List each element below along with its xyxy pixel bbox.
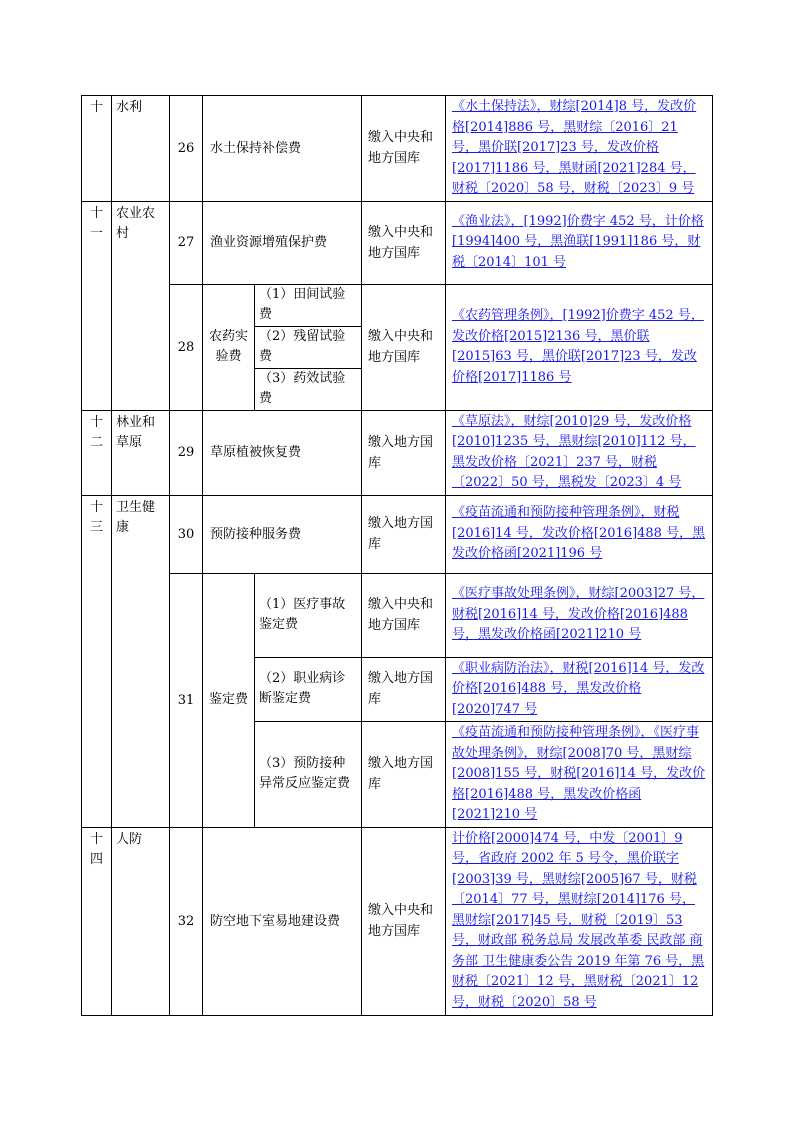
basis-link[interactable]: 《职业病防治法》，财税[2016]14 号，发改价格[2016]488 号，黑发改价格[2020]747 号 (452, 660, 705, 717)
revenue-destination: 缴入地方国库 (362, 410, 446, 495)
legal-basis (446, 284, 713, 410)
category-name: 农业农村 (112, 201, 170, 410)
fee-name: 预防接种服务费 (203, 495, 362, 573)
revenue-destination: 缴入中央和地方国库 (362, 284, 446, 410)
legal-basis (446, 410, 713, 495)
revenue-destination: 缴入地方国库 (362, 722, 446, 828)
category-name: 林业和草原 (112, 410, 170, 495)
item-number: 31 (170, 573, 203, 827)
sub-fee-name: （3）预防接种异常反应鉴定费 (255, 722, 362, 828)
category-number: 十三 (82, 495, 112, 827)
category-number: 十 (82, 96, 112, 202)
legal-basis (446, 201, 713, 284)
fee-name: 渔业资源增殖保护费 (203, 201, 362, 284)
revenue-destination: 缴入地方国库 (362, 495, 446, 573)
table-row (82, 573, 713, 657)
sub-fee-name: （3）药效试验费 (255, 368, 362, 410)
basis-link[interactable]: 《农药管理条例》，[1992]价费字 452 号，发改价格[2015]2136 号，黑价联[2015]63 号，黑价联[2017]23 号，发改价格[2017]1186 号 (452, 308, 704, 385)
table-row (82, 284, 713, 326)
basis-link[interactable]: 《疫苗流通和预防接种管理条例》，《医疗事故处理条例》，财综[2008]70 号，黑财综[2008]155 号，财税[2016]14 号，发改价格[2016]488 号，黑发改价格函[2021]210 号 (452, 725, 706, 822)
revenue-destination: 缴入中央和地方国库 (362, 201, 446, 284)
fee-name: 防空地下室易地建设费 (203, 827, 362, 1015)
category-number: 十四 (82, 827, 112, 1015)
category-name: 人防 (112, 827, 170, 1015)
table-row (82, 96, 713, 202)
item-number: 26 (170, 96, 203, 202)
legal-basis (446, 722, 713, 828)
fee-name: 农药实验费 (203, 284, 255, 410)
item-number: 29 (170, 410, 203, 495)
basis-link[interactable]: 计价格[2000]474 号，中发〔2001〕9 号，省政府 2002 年 5 号令，黑价联字[2003]39 号，黑财综[2005]67 号，财税〔2014〕77 号，黑财综[2014]176 号，黑财综[2017]45 号，财税〔2019〕53 号，财政部 税务总局 发展改革委 民政部 商务部 卫生健康委公告 2019 年第 76 号，黑财税〔2021〕12 号，黑财税〔2021〕12 号，财税〔2020〕58 号 (452, 830, 705, 1010)
category-number: 十一 (82, 201, 112, 410)
fee-name: 水土保持补偿费 (203, 96, 362, 202)
legal-basis (446, 573, 713, 657)
fee-name: 草原植被恢复费 (203, 410, 362, 495)
fee-table (81, 95, 713, 1016)
legal-basis (446, 96, 713, 202)
table-row (82, 410, 713, 495)
category-name: 卫生健康 (112, 495, 170, 827)
sub-fee-name: （2）职业病诊断鉴定费 (255, 657, 362, 722)
sub-fee-name: （2）残留试验费 (255, 326, 362, 368)
basis-link[interactable]: 《医疗事故处理条例》，财综[2003]27 号，财税[2016]14 号，发改价格[2016]488 号，黑发改价格函[2021]210 号 (452, 586, 705, 643)
basis-link[interactable]: 《渔业法》，[1992]价费字 452 号，计价格[1994]400 号，黑渔联[1991]186 号，财税〔2014〕101 号 (452, 213, 704, 270)
item-number: 27 (170, 201, 203, 284)
legal-basis (446, 495, 713, 573)
table-row (82, 495, 713, 573)
revenue-destination: 缴入地方国库 (362, 657, 446, 722)
sub-fee-name: （1）田间试验费 (255, 284, 362, 326)
legal-basis (446, 657, 713, 722)
table-row (82, 827, 713, 1015)
sub-fee-name: （1）医疗事故鉴定费 (255, 573, 362, 657)
table-row (82, 201, 713, 284)
category-number: 十二 (82, 410, 112, 495)
revenue-destination: 缴入中央和地方国库 (362, 827, 446, 1015)
revenue-destination: 缴入中央和地方国库 (362, 96, 446, 202)
revenue-destination: 缴入中央和地方国库 (362, 573, 446, 657)
basis-link[interactable]: 《疫苗流通和预防接种管理条例》，财税[2016]14 号，发改价格[2016]488 号，黑发改价格函[2021]196 号 (452, 505, 706, 562)
basis-link[interactable]: 《草原法》，财综[2010]29 号，发改价格[2010]1235 号，黑财综[2010]112 号，黑发改价格〔2021〕237 号，财税〔2022〕50 号，黑税发〔2023〕4 号 (452, 413, 696, 490)
item-number: 32 (170, 827, 203, 1015)
category-name: 水利 (112, 96, 170, 202)
legal-basis (446, 827, 713, 1015)
basis-link[interactable]: 《水土保持法》，财综[2014]8 号，发改价格[2014]886 号，黑财综〔2016〕21 号，黑价联[2017]23 号，发改价格[2017]1186 号，黑财函[2021]284 号，财税〔2020〕58 号，财税〔2023〕9 号 (452, 99, 697, 196)
item-number: 30 (170, 495, 203, 573)
fee-name: 鉴定费 (203, 573, 255, 827)
item-number: 28 (170, 284, 203, 410)
